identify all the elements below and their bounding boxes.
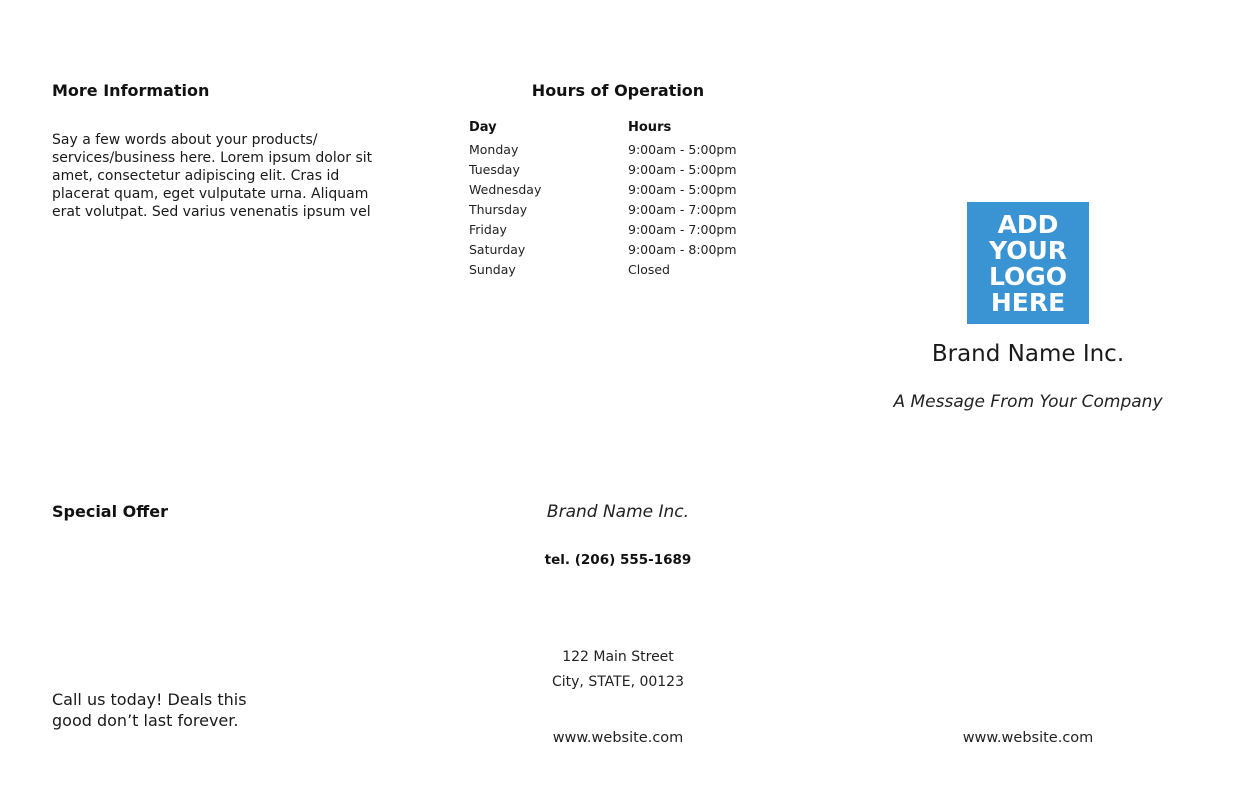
- day-cell: Saturday: [469, 242, 526, 257]
- hours-heading: Hours of Operation: [531, 81, 705, 100]
- hours-cell: 9:00am - 7:00pm: [628, 202, 737, 217]
- hours-cell: Closed: [628, 262, 670, 277]
- table-row: [469, 222, 768, 242]
- hours-cell: 9:00am - 7:00pm: [628, 222, 737, 237]
- contact-city: City, STATE, 00123: [551, 674, 684, 690]
- logo-placeholder-icon: [967, 202, 1089, 324]
- day-cell: Thursday: [469, 202, 528, 217]
- contact-brand-name: Brand Name Inc.: [546, 502, 690, 522]
- table-row: [469, 162, 768, 182]
- table-row: [469, 202, 768, 222]
- hours-table: [469, 120, 768, 282]
- day-cell: Tuesday: [469, 162, 520, 177]
- contact-street: 122 Main Street: [562, 649, 674, 665]
- table-row: [469, 182, 768, 202]
- day-cell: Wednesday: [469, 182, 542, 197]
- logo-line: LOGO: [988, 262, 1068, 291]
- special-offer-heading: Special Offer: [52, 502, 168, 521]
- hours-table-header: [469, 120, 768, 142]
- day-cell: Friday: [469, 222, 507, 237]
- logo-line: HERE: [990, 288, 1066, 317]
- hours-cell: 9:00am - 5:00pm: [628, 182, 737, 197]
- contact-website: www.website.com: [552, 730, 684, 746]
- cover-brand-name: Brand Name Inc.: [931, 341, 1125, 367]
- special-offer-body: Call us today! Deals this good don’t last forever.: [52, 690, 247, 730]
- cover-tagline: A Message From Your Company: [893, 392, 1163, 412]
- day-cell: Sunday: [469, 262, 516, 277]
- day-cell: Monday: [469, 142, 519, 157]
- logo-text-graphic: [967, 202, 1089, 324]
- more-info-body: Say a few words about your products/ services/business here. Lorem ipsum dolor sit amet, consectetur adipiscing elit. Cras id placerat quam, eget vulputate urna. Aliquam erat volutpat. Sed varius venenatis ipsum vel: [52, 132, 373, 220]
- contact-phone: tel. (206) 555-1689: [544, 552, 692, 568]
- table-row: [469, 262, 768, 282]
- hours-column-header: Hours: [628, 120, 672, 135]
- logo-line: YOUR: [988, 236, 1068, 265]
- more-info-heading: More Information: [52, 81, 210, 100]
- hours-cell: 9:00am - 8:00pm: [628, 242, 737, 257]
- hours-cell: 9:00am - 5:00pm: [628, 142, 737, 157]
- hours-cell: 9:00am - 5:00pm: [628, 162, 737, 177]
- table-row: [469, 142, 768, 162]
- day-column-header: Day: [469, 120, 497, 135]
- cover-website: www.website.com: [962, 730, 1094, 746]
- table-row: [469, 242, 768, 262]
- logo-line: ADD: [997, 210, 1059, 239]
